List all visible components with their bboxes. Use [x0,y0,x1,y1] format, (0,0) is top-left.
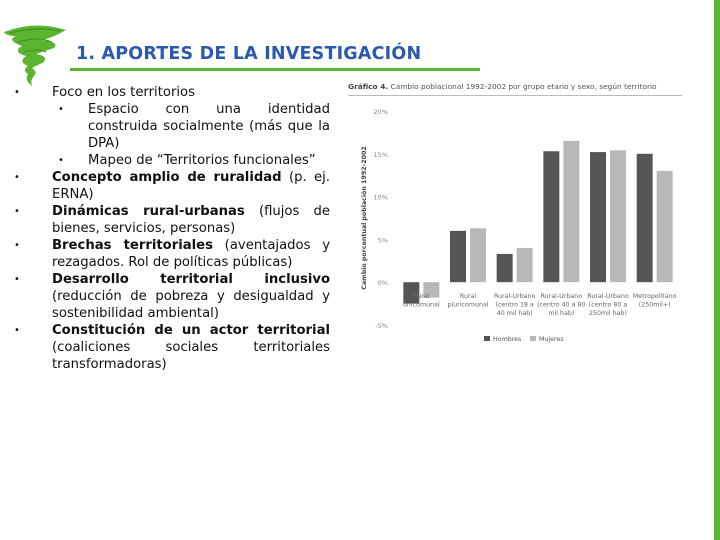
bullet-item [14,203,330,237]
sub-bullet-text: Mapeo de “Territorios funcionales” [88,153,316,168]
bullet-text: (reducción de pobreza y desigualdad y sostenibilidad ambiental) [52,289,330,321]
bullet-dot: • [58,104,64,115]
bullet-list [14,84,330,373]
bullet-text: (p. ej. ERNA) [52,170,330,202]
page-title: 1. APORTES DE LA INVESTIGACIÓN [76,44,422,64]
x-tick-label: 40 mil hab) [496,310,533,318]
bullet-strong: Constitución de un actor territorial [52,323,330,338]
bar-mujeres [610,150,626,282]
y-axis-label: Cambio porcentual población 1992-2002 [361,146,368,290]
x-tick-label: Rural-Urbano [493,293,536,301]
sub-bullet-text: Espacio con una identidad construida socialmente (más que la DPA) [88,102,330,151]
x-tick-label: mil hab) [548,310,575,318]
bar-hombres [637,154,653,282]
bullet-item [14,271,330,322]
green-tornado-logo-icon [2,22,68,88]
bullet-item [14,84,330,101]
y-tick-label: 0% [377,279,388,288]
bullet-strong: Desarrollo territorial inclusivo [52,272,330,287]
bar-hombres [497,254,513,282]
x-tick-label: Metropolitano [632,293,677,301]
bullet-text: Foco en los territorios [52,85,195,100]
x-tick-label: unicomunal [402,301,440,309]
legend-swatch [484,336,490,341]
bar-hombres [590,152,606,282]
x-tick-label: Rural-Urbano [587,293,629,301]
y-tick-label: 20% [373,108,388,116]
y-tick-label: 5% [377,236,388,245]
x-tick-label: Rural-Urbano [540,293,583,301]
bullet-dot: • [14,206,20,217]
chart-container [344,80,684,352]
bar-hombres [543,151,559,282]
bullet-strong: Concepto amplio de ruralidad [52,170,282,185]
chart-title-text: Cambio poblacional 1992-2002 por grupo etario y sexo, según territorio [390,82,657,91]
bullet-item [14,237,330,271]
y-tick-label: -5% [375,322,388,330]
bullet-text: (flujos de bienes, servicios, personas) [52,204,330,236]
bullet-dot: • [14,274,20,285]
bar-mujeres [563,141,579,282]
y-tick-label: 15% [373,150,388,159]
legend-label: Mujeres [539,336,564,343]
bullet-item [14,169,330,203]
x-tick-label: Rural [413,293,430,301]
bar-chart [344,80,684,352]
x-tick-label: Rural [459,293,477,301]
x-tick-label: (centro 80 a [588,301,628,309]
bullet-strong: Dinámicas rural-urbanas [52,204,245,219]
bullet-item [14,322,330,373]
x-tick-label: (centro 40 a 80 [537,301,586,309]
title-underline [70,68,480,71]
legend-label: Hombres [493,336,522,343]
x-tick-label: (centro 18 a [495,301,534,309]
right-accent-bar [714,0,720,540]
bullet-strong: Brechas territoriales [52,238,213,253]
sub-bullet-item [14,152,330,169]
bar-mujeres [517,248,533,282]
bullet-dot: • [14,87,20,98]
bar-mujeres [657,171,673,282]
bar-hombres [450,231,466,282]
bullet-dot: • [14,172,20,183]
bullet-dot: • [14,240,20,251]
bullet-text: (aventajados y rezagados. Rol de políticas públicas) [52,238,331,270]
x-tick-label: pluricomunal [447,301,489,309]
bullet-dot: • [14,325,20,336]
chart-title-lead: Gráfico 4. [348,82,389,91]
x-tick-label: (250mil+) [638,301,671,309]
bar-mujeres [470,228,486,282]
legend-swatch [530,336,536,341]
bullet-text: (coaliciones sociales territoriales transformadoras) [52,340,330,372]
x-tick-label: 250mil hab) [589,310,627,318]
bullet-dot: • [58,155,64,166]
sub-bullet-item [14,101,330,152]
y-tick-label: 10% [373,193,388,202]
